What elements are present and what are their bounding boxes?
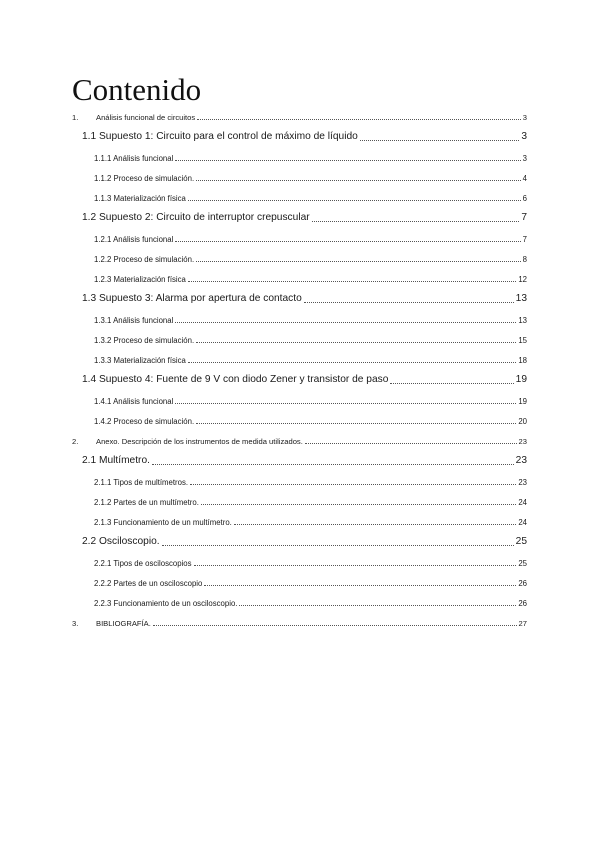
toc-entry-page-number: 26 (518, 578, 527, 588)
toc-entry-title: 2.2.1 Tipos de osciloscopios (94, 558, 192, 568)
toc-entry-title: 2.2.2 Partes de un osciloscopio (94, 578, 203, 588)
toc-dot-leader (204, 584, 516, 586)
toc-entry[interactable] (72, 437, 527, 448)
toc-dot-leader (305, 442, 517, 444)
toc-entry-title: 2.1.3 Funcionamiento de un multímetro. (94, 518, 232, 527)
toc-entry-page-number: 25 (515, 536, 527, 548)
toc-entry-title: Anexo. Descripción de los instrumentos de medida utilizados. (96, 437, 303, 446)
toc-entry-page-number: 26 (518, 599, 527, 608)
toc-dot-leader (188, 280, 516, 282)
page-title: Contenido (72, 72, 202, 107)
toc-entry-title: 1.3.1 Análisis funcional (94, 315, 174, 325)
toc-entry-title: 2.2 Osciloscopio. (82, 536, 160, 548)
toc-entry-title: 2.1.1 Tipos de multímetros. (94, 477, 189, 487)
toc-dot-leader (197, 118, 521, 120)
toc-dot-leader (190, 483, 516, 485)
toc-dot-leader (188, 361, 516, 363)
toc-entry-title: 2.2.3 Funcionamiento de un osciloscopio. (94, 599, 238, 608)
toc-dot-leader (196, 260, 521, 262)
toc-entry-page-number: 27 (518, 619, 527, 629)
toc-dot-leader (188, 199, 521, 201)
toc-entry[interactable] (94, 316, 527, 327)
toc-entry[interactable] (94, 559, 527, 570)
toc-entry-number: 1. (72, 113, 79, 122)
toc-entry[interactable] (94, 255, 527, 266)
toc-entry-page-number: 23 (518, 477, 527, 487)
toc-entry-title: 1.2.3 Materialización física (94, 275, 186, 284)
toc-entry-page-number: 3 (521, 131, 527, 143)
toc-entry[interactable] (94, 174, 527, 185)
toc-dot-leader (153, 624, 517, 626)
toc-entry-page-number: 24 (518, 497, 527, 507)
toc-entry-page-number: 7 (521, 212, 527, 224)
toc-entry-title: 2.1 Multímetro. (82, 455, 150, 467)
toc-entry[interactable] (94, 599, 527, 610)
toc-entry-title: 1.1 Supuesto 1: Circuito para el control de máximo de líquido (82, 131, 358, 143)
toc-entry-title: 1.1.1 Análisis funcional (94, 153, 174, 163)
toc-entry[interactable] (94, 154, 527, 165)
toc-entry-page-number: 12 (518, 275, 527, 284)
toc-entry[interactable] (94, 275, 527, 286)
toc-entry-page-number: 8 (522, 254, 527, 264)
toc-entry[interactable] (82, 374, 527, 388)
toc-entry-page-number: 13 (518, 315, 527, 325)
toc-entry-title: 1.2 Supuesto 2: Circuito de interruptor crepuscular (82, 212, 310, 224)
toc-entry-page-number: 4 (522, 173, 527, 183)
toc-entry[interactable] (94, 478, 527, 489)
toc-entry-page-number: 3 (522, 153, 527, 163)
toc-entry-page-number: 18 (518, 356, 527, 365)
toc-entry[interactable] (94, 518, 527, 529)
toc-entry-page-number: 25 (518, 558, 527, 568)
toc-dot-leader (360, 139, 520, 141)
toc-entry-title: 1.4 Supuesto 4: Fuente de 9 V con diodo Zener y transistor de paso (82, 374, 389, 386)
toc-entry-title: 1.3.2 Proceso de simulación. (94, 335, 195, 345)
toc-entry[interactable] (72, 619, 527, 630)
toc-dot-leader (175, 402, 516, 404)
toc-dot-leader (162, 544, 514, 546)
toc-dot-leader (201, 503, 516, 505)
toc-entry[interactable] (94, 417, 527, 428)
toc-entry[interactable] (82, 293, 527, 307)
toc-entry[interactable] (94, 336, 527, 347)
toc-entry-title: 1.1.3 Materialización física (94, 194, 186, 203)
toc-entry-number: 2. (72, 437, 79, 446)
toc-entry-page-number: 19 (518, 396, 527, 406)
toc-dot-leader (312, 220, 520, 222)
toc-entry[interactable] (94, 498, 527, 509)
toc-entry-page-number: 24 (518, 518, 527, 527)
toc-entry[interactable] (82, 212, 527, 226)
toc-entry-title: BIBLIOGRAFÍA. (96, 619, 151, 629)
toc-entry[interactable] (94, 397, 527, 408)
toc-dot-leader (175, 240, 520, 242)
toc-entry-title: 2.1.2 Partes de un multímetro. (94, 497, 199, 507)
toc-entry-page-number: 23 (515, 455, 527, 467)
toc-entry-page-number: 13 (515, 293, 527, 305)
toc-dot-leader (390, 382, 513, 384)
toc-entry-page-number: 19 (515, 374, 527, 386)
toc-dot-leader (175, 159, 520, 161)
toc-dot-leader (196, 341, 516, 343)
toc-entry-page-number: 20 (518, 416, 527, 426)
toc-dot-leader (152, 463, 514, 465)
toc-dot-leader (234, 523, 516, 525)
toc-dot-leader (239, 604, 516, 606)
toc-entry-title: 1.1.2 Proceso de simulación. (94, 173, 195, 183)
toc-entry-page-number: 15 (518, 335, 527, 345)
toc-entry-title: 1.4.1 Análisis funcional (94, 396, 174, 406)
toc-entry-page-number: 23 (518, 437, 527, 446)
toc-dot-leader (196, 422, 516, 424)
toc-entry[interactable] (94, 235, 527, 246)
toc-entry-title: 1.2.2 Proceso de simulación. (94, 254, 195, 264)
toc-entry-title: 1.4.2 Proceso de simulación. (94, 416, 195, 426)
toc-entry-page-number: 7 (522, 234, 527, 244)
toc-entry[interactable] (94, 356, 527, 367)
toc-dot-leader (175, 321, 516, 323)
toc-dot-leader (196, 179, 521, 181)
toc-entry-title: 1.3.3 Materialización física (94, 356, 186, 365)
toc-dot-leader (304, 301, 514, 303)
toc-entry-title: 1.2.1 Análisis funcional (94, 234, 174, 244)
toc-entry[interactable] (82, 455, 527, 469)
toc-entry-number: 3. (72, 619, 79, 629)
toc-entry[interactable] (94, 579, 527, 590)
toc-entry[interactable] (94, 194, 527, 205)
toc-entry[interactable] (82, 131, 527, 145)
toc-dot-leader (194, 564, 517, 566)
toc-entry-title: 1.3 Supuesto 3: Alarma por apertura de contacto (82, 293, 302, 305)
toc-entry-title: Análisis funcional de circuitos (96, 113, 196, 122)
toc-entry[interactable] (82, 536, 527, 550)
toc-entry-page-number: 6 (522, 194, 527, 203)
toc-entry[interactable] (72, 113, 527, 124)
toc-entry-page-number: 3 (522, 113, 527, 122)
